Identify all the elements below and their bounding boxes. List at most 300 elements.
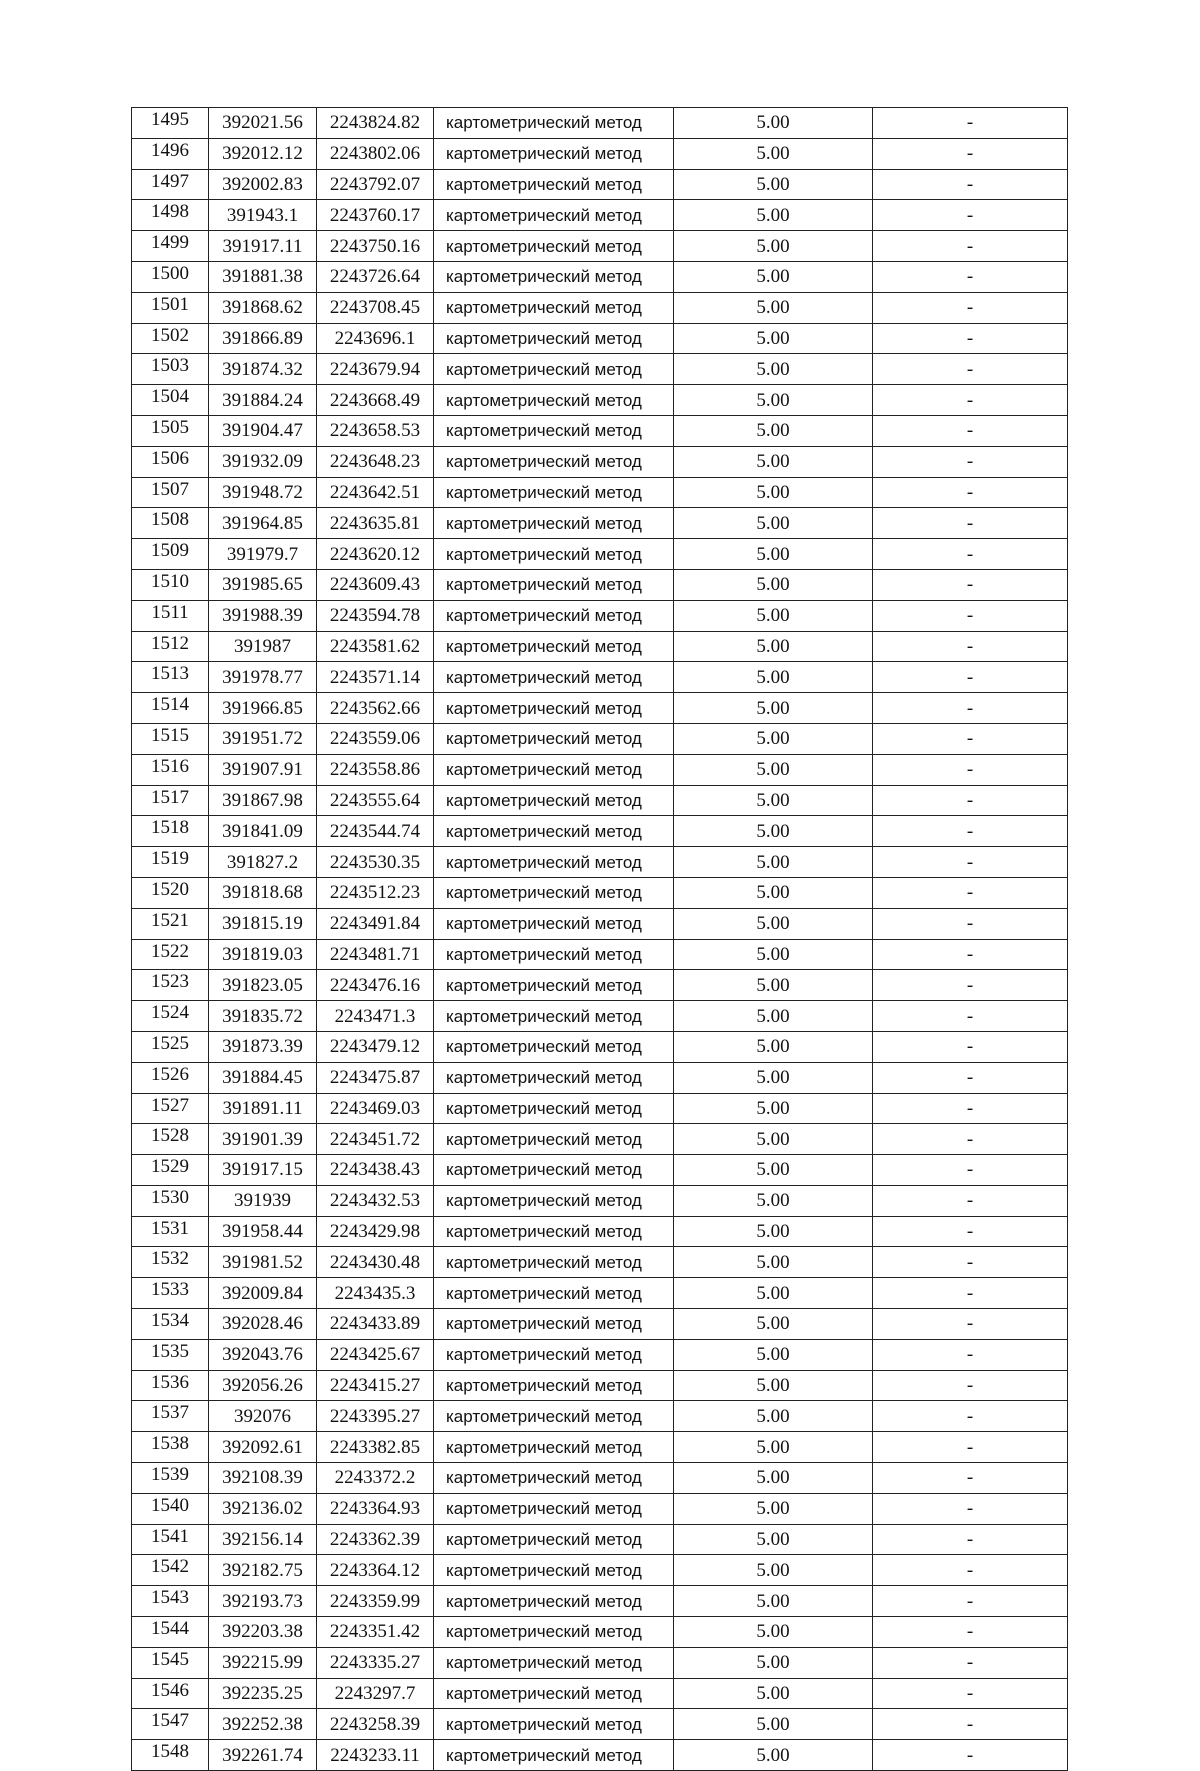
method-cell: картометрический метод bbox=[434, 631, 674, 662]
note-cell: - bbox=[873, 1185, 1068, 1216]
x-coordinate-cell: 391884.24 bbox=[209, 385, 317, 416]
table-row bbox=[132, 1309, 1068, 1340]
table-row bbox=[132, 108, 1068, 139]
coordinates-table-body bbox=[132, 108, 1068, 1771]
table-row bbox=[132, 477, 1068, 508]
note-cell: - bbox=[873, 1740, 1068, 1771]
method-cell: картометрический метод bbox=[434, 231, 674, 262]
accuracy-cell: 5.00 bbox=[674, 1432, 873, 1463]
y-coordinate-cell: 2243479.12 bbox=[317, 1031, 434, 1062]
method-cell: картометрический метод bbox=[434, 292, 674, 323]
y-coordinate-cell: 2243824.82 bbox=[317, 108, 434, 139]
accuracy-cell: 5.00 bbox=[674, 1062, 873, 1093]
note-cell: - bbox=[873, 1493, 1068, 1524]
method-cell: картометрический метод bbox=[434, 1278, 674, 1309]
point-number-cell: 1525 bbox=[132, 1031, 209, 1062]
note-cell: - bbox=[873, 970, 1068, 1001]
y-coordinate-cell: 2243351.42 bbox=[317, 1617, 434, 1648]
y-coordinate-cell: 2243658.53 bbox=[317, 415, 434, 446]
y-coordinate-cell: 2243430.48 bbox=[317, 1247, 434, 1278]
accuracy-cell: 5.00 bbox=[674, 1524, 873, 1555]
table-row bbox=[132, 1555, 1068, 1586]
y-coordinate-cell: 2243429.98 bbox=[317, 1216, 434, 1247]
y-coordinate-cell: 2243555.64 bbox=[317, 785, 434, 816]
accuracy-cell: 5.00 bbox=[674, 200, 873, 231]
note-cell: - bbox=[873, 1309, 1068, 1340]
note-cell: - bbox=[873, 323, 1068, 354]
point-number-cell: 1528 bbox=[132, 1124, 209, 1155]
y-coordinate-cell: 2243648.23 bbox=[317, 446, 434, 477]
table-row bbox=[132, 1370, 1068, 1401]
point-number-cell: 1531 bbox=[132, 1216, 209, 1247]
table-row bbox=[132, 261, 1068, 292]
method-cell: картометрический метод bbox=[434, 754, 674, 785]
x-coordinate-cell: 391988.39 bbox=[209, 600, 317, 631]
point-number-cell: 1520 bbox=[132, 877, 209, 908]
accuracy-cell: 5.00 bbox=[674, 723, 873, 754]
note-cell: - bbox=[873, 477, 1068, 508]
x-coordinate-cell: 391874.32 bbox=[209, 354, 317, 385]
table-row bbox=[132, 539, 1068, 570]
point-number-cell: 1497 bbox=[132, 169, 209, 200]
y-coordinate-cell: 2243544.74 bbox=[317, 816, 434, 847]
y-coordinate-cell: 2243362.39 bbox=[317, 1524, 434, 1555]
point-number-cell: 1527 bbox=[132, 1093, 209, 1124]
accuracy-cell: 5.00 bbox=[674, 970, 873, 1001]
accuracy-cell: 5.00 bbox=[674, 539, 873, 570]
point-number-cell: 1533 bbox=[132, 1278, 209, 1309]
note-cell: - bbox=[873, 600, 1068, 631]
table-row bbox=[132, 816, 1068, 847]
method-cell: картометрический метод bbox=[434, 261, 674, 292]
table-row bbox=[132, 1124, 1068, 1155]
x-coordinate-cell: 391818.68 bbox=[209, 877, 317, 908]
y-coordinate-cell: 2243642.51 bbox=[317, 477, 434, 508]
y-coordinate-cell: 2243433.89 bbox=[317, 1309, 434, 1340]
accuracy-cell: 5.00 bbox=[674, 1247, 873, 1278]
x-coordinate-cell: 391966.85 bbox=[209, 693, 317, 724]
y-coordinate-cell: 2243476.16 bbox=[317, 970, 434, 1001]
accuracy-cell: 5.00 bbox=[674, 1278, 873, 1309]
note-cell: - bbox=[873, 1155, 1068, 1186]
point-number-cell: 1516 bbox=[132, 754, 209, 785]
point-number-cell: 1507 bbox=[132, 477, 209, 508]
table-row bbox=[132, 508, 1068, 539]
method-cell: картометрический метод bbox=[434, 1185, 674, 1216]
x-coordinate-cell: 392012.12 bbox=[209, 138, 317, 169]
method-cell: картометрический метод bbox=[434, 1031, 674, 1062]
method-cell: картометрический метод bbox=[434, 1524, 674, 1555]
accuracy-cell: 5.00 bbox=[674, 385, 873, 416]
x-coordinate-cell: 391904.47 bbox=[209, 415, 317, 446]
x-coordinate-cell: 391948.72 bbox=[209, 477, 317, 508]
y-coordinate-cell: 2243297.7 bbox=[317, 1678, 434, 1709]
x-coordinate-cell: 391917.15 bbox=[209, 1155, 317, 1186]
point-number-cell: 1529 bbox=[132, 1155, 209, 1186]
point-number-cell: 1539 bbox=[132, 1463, 209, 1494]
y-coordinate-cell: 2243359.99 bbox=[317, 1586, 434, 1617]
point-number-cell: 1526 bbox=[132, 1062, 209, 1093]
note-cell: - bbox=[873, 939, 1068, 970]
table-row bbox=[132, 908, 1068, 939]
x-coordinate-cell: 391815.19 bbox=[209, 908, 317, 939]
x-coordinate-cell: 392056.26 bbox=[209, 1370, 317, 1401]
note-cell: - bbox=[873, 723, 1068, 754]
note-cell: - bbox=[873, 1432, 1068, 1463]
method-cell: картометрический метод bbox=[434, 1709, 674, 1740]
point-number-cell: 1495 bbox=[132, 108, 209, 139]
x-coordinate-cell: 391868.62 bbox=[209, 292, 317, 323]
note-cell: - bbox=[873, 1031, 1068, 1062]
point-number-cell: 1515 bbox=[132, 723, 209, 754]
x-coordinate-cell: 391978.77 bbox=[209, 662, 317, 693]
accuracy-cell: 5.00 bbox=[674, 1493, 873, 1524]
point-number-cell: 1512 bbox=[132, 631, 209, 662]
method-cell: картометрический метод bbox=[434, 662, 674, 693]
note-cell: - bbox=[873, 1216, 1068, 1247]
accuracy-cell: 5.00 bbox=[674, 1216, 873, 1247]
x-coordinate-cell: 392043.76 bbox=[209, 1339, 317, 1370]
method-cell: картометрический метод bbox=[434, 539, 674, 570]
accuracy-cell: 5.00 bbox=[674, 600, 873, 631]
y-coordinate-cell: 2243469.03 bbox=[317, 1093, 434, 1124]
method-cell: картометрический метод bbox=[434, 693, 674, 724]
point-number-cell: 1543 bbox=[132, 1586, 209, 1617]
accuracy-cell: 5.00 bbox=[674, 1155, 873, 1186]
x-coordinate-cell: 391827.2 bbox=[209, 847, 317, 878]
note-cell: - bbox=[873, 1062, 1068, 1093]
point-number-cell: 1524 bbox=[132, 1001, 209, 1032]
x-coordinate-cell: 391867.98 bbox=[209, 785, 317, 816]
y-coordinate-cell: 2243792.07 bbox=[317, 169, 434, 200]
table-row bbox=[132, 1709, 1068, 1740]
note-cell: - bbox=[873, 292, 1068, 323]
accuracy-cell: 5.00 bbox=[674, 1339, 873, 1370]
accuracy-cell: 5.00 bbox=[674, 847, 873, 878]
point-number-cell: 1513 bbox=[132, 662, 209, 693]
note-cell: - bbox=[873, 1001, 1068, 1032]
point-number-cell: 1506 bbox=[132, 446, 209, 477]
table-row bbox=[132, 385, 1068, 416]
accuracy-cell: 5.00 bbox=[674, 1463, 873, 1494]
point-number-cell: 1532 bbox=[132, 1247, 209, 1278]
point-number-cell: 1509 bbox=[132, 539, 209, 570]
method-cell: картометрический метод bbox=[434, 508, 674, 539]
accuracy-cell: 5.00 bbox=[674, 754, 873, 785]
point-number-cell: 1548 bbox=[132, 1740, 209, 1771]
y-coordinate-cell: 2243750.16 bbox=[317, 231, 434, 262]
point-number-cell: 1508 bbox=[132, 508, 209, 539]
note-cell: - bbox=[873, 415, 1068, 446]
x-coordinate-cell: 392261.74 bbox=[209, 1740, 317, 1771]
y-coordinate-cell: 2243258.39 bbox=[317, 1709, 434, 1740]
method-cell: картометрический метод bbox=[434, 1555, 674, 1586]
table-row bbox=[132, 1001, 1068, 1032]
table-row bbox=[132, 662, 1068, 693]
method-cell: картометрический метод bbox=[434, 446, 674, 477]
note-cell: - bbox=[873, 1339, 1068, 1370]
note-cell: - bbox=[873, 1278, 1068, 1309]
accuracy-cell: 5.00 bbox=[674, 1555, 873, 1586]
x-coordinate-cell: 391964.85 bbox=[209, 508, 317, 539]
y-coordinate-cell: 2243364.12 bbox=[317, 1555, 434, 1586]
accuracy-cell: 5.00 bbox=[674, 1617, 873, 1648]
note-cell: - bbox=[873, 662, 1068, 693]
y-coordinate-cell: 2243382.85 bbox=[317, 1432, 434, 1463]
method-cell: картометрический метод bbox=[434, 1432, 674, 1463]
note-cell: - bbox=[873, 1524, 1068, 1555]
table-row bbox=[132, 446, 1068, 477]
point-number-cell: 1530 bbox=[132, 1185, 209, 1216]
method-cell: картометрический метод bbox=[434, 569, 674, 600]
method-cell: картометрический метод bbox=[434, 1586, 674, 1617]
method-cell: картометрический метод bbox=[434, 108, 674, 139]
y-coordinate-cell: 2243708.45 bbox=[317, 292, 434, 323]
x-coordinate-cell: 391932.09 bbox=[209, 446, 317, 477]
table-row bbox=[132, 169, 1068, 200]
method-cell: картометрический метод bbox=[434, 1001, 674, 1032]
note-cell: - bbox=[873, 354, 1068, 385]
x-coordinate-cell: 392021.56 bbox=[209, 108, 317, 139]
y-coordinate-cell: 2243438.43 bbox=[317, 1155, 434, 1186]
note-cell: - bbox=[873, 1617, 1068, 1648]
method-cell: картометрический метод bbox=[434, 1463, 674, 1494]
table-row bbox=[132, 1678, 1068, 1709]
method-cell: картометрический метод bbox=[434, 323, 674, 354]
method-cell: картометрический метод bbox=[434, 1647, 674, 1678]
note-cell: - bbox=[873, 693, 1068, 724]
x-coordinate-cell: 391985.65 bbox=[209, 569, 317, 600]
method-cell: картометрический метод bbox=[434, 847, 674, 878]
accuracy-cell: 5.00 bbox=[674, 939, 873, 970]
point-number-cell: 1542 bbox=[132, 1555, 209, 1586]
note-cell: - bbox=[873, 1124, 1068, 1155]
accuracy-cell: 5.00 bbox=[674, 1709, 873, 1740]
y-coordinate-cell: 2243335.27 bbox=[317, 1647, 434, 1678]
x-coordinate-cell: 391823.05 bbox=[209, 970, 317, 1001]
method-cell: картометрический метод bbox=[434, 816, 674, 847]
accuracy-cell: 5.00 bbox=[674, 1309, 873, 1340]
method-cell: картометрический метод bbox=[434, 1740, 674, 1771]
table-row bbox=[132, 1647, 1068, 1678]
accuracy-cell: 5.00 bbox=[674, 1124, 873, 1155]
table-row bbox=[132, 1062, 1068, 1093]
x-coordinate-cell: 391981.52 bbox=[209, 1247, 317, 1278]
x-coordinate-cell: 392252.38 bbox=[209, 1709, 317, 1740]
method-cell: картометрический метод bbox=[434, 1370, 674, 1401]
table-row bbox=[132, 1185, 1068, 1216]
y-coordinate-cell: 2243415.27 bbox=[317, 1370, 434, 1401]
accuracy-cell: 5.00 bbox=[674, 877, 873, 908]
accuracy-cell: 5.00 bbox=[674, 108, 873, 139]
method-cell: картометрический метод bbox=[434, 169, 674, 200]
note-cell: - bbox=[873, 138, 1068, 169]
x-coordinate-cell: 391958.44 bbox=[209, 1216, 317, 1247]
note-cell: - bbox=[873, 1247, 1068, 1278]
point-number-cell: 1498 bbox=[132, 200, 209, 231]
accuracy-cell: 5.00 bbox=[674, 1001, 873, 1032]
y-coordinate-cell: 2243726.64 bbox=[317, 261, 434, 292]
accuracy-cell: 5.00 bbox=[674, 477, 873, 508]
coordinates-table bbox=[131, 107, 1068, 1771]
method-cell: картометрический метод bbox=[434, 1155, 674, 1186]
y-coordinate-cell: 2243558.86 bbox=[317, 754, 434, 785]
note-cell: - bbox=[873, 569, 1068, 600]
accuracy-cell: 5.00 bbox=[674, 662, 873, 693]
note-cell: - bbox=[873, 1647, 1068, 1678]
method-cell: картометрический метод bbox=[434, 1062, 674, 1093]
note-cell: - bbox=[873, 877, 1068, 908]
point-number-cell: 1519 bbox=[132, 847, 209, 878]
table-row bbox=[132, 1247, 1068, 1278]
method-cell: картометрический метод bbox=[434, 723, 674, 754]
point-number-cell: 1517 bbox=[132, 785, 209, 816]
point-number-cell: 1522 bbox=[132, 939, 209, 970]
method-cell: картометрический метод bbox=[434, 908, 674, 939]
accuracy-cell: 5.00 bbox=[674, 1401, 873, 1432]
note-cell: - bbox=[873, 1093, 1068, 1124]
x-coordinate-cell: 392028.46 bbox=[209, 1309, 317, 1340]
x-coordinate-cell: 392108.39 bbox=[209, 1463, 317, 1494]
table-row bbox=[132, 1524, 1068, 1555]
x-coordinate-cell: 391901.39 bbox=[209, 1124, 317, 1155]
accuracy-cell: 5.00 bbox=[674, 1185, 873, 1216]
accuracy-cell: 5.00 bbox=[674, 785, 873, 816]
note-cell: - bbox=[873, 1370, 1068, 1401]
method-cell: картометрический метод bbox=[434, 1124, 674, 1155]
y-coordinate-cell: 2243696.1 bbox=[317, 323, 434, 354]
table-row bbox=[132, 754, 1068, 785]
x-coordinate-cell: 392235.25 bbox=[209, 1678, 317, 1709]
point-number-cell: 1500 bbox=[132, 261, 209, 292]
accuracy-cell: 5.00 bbox=[674, 1740, 873, 1771]
accuracy-cell: 5.00 bbox=[674, 908, 873, 939]
point-number-cell: 1544 bbox=[132, 1617, 209, 1648]
y-coordinate-cell: 2243512.23 bbox=[317, 877, 434, 908]
accuracy-cell: 5.00 bbox=[674, 446, 873, 477]
table-row bbox=[132, 1155, 1068, 1186]
x-coordinate-cell: 391907.91 bbox=[209, 754, 317, 785]
x-coordinate-cell: 391881.38 bbox=[209, 261, 317, 292]
y-coordinate-cell: 2243481.71 bbox=[317, 939, 434, 970]
point-number-cell: 1540 bbox=[132, 1493, 209, 1524]
x-coordinate-cell: 392002.83 bbox=[209, 169, 317, 200]
table-row bbox=[132, 138, 1068, 169]
y-coordinate-cell: 2243559.06 bbox=[317, 723, 434, 754]
table-row bbox=[132, 292, 1068, 323]
x-coordinate-cell: 392009.84 bbox=[209, 1278, 317, 1309]
y-coordinate-cell: 2243635.81 bbox=[317, 508, 434, 539]
x-coordinate-cell: 391987 bbox=[209, 631, 317, 662]
table-row bbox=[132, 1339, 1068, 1370]
y-coordinate-cell: 2243432.53 bbox=[317, 1185, 434, 1216]
point-number-cell: 1505 bbox=[132, 415, 209, 446]
x-coordinate-cell: 392156.14 bbox=[209, 1524, 317, 1555]
y-coordinate-cell: 2243471.3 bbox=[317, 1001, 434, 1032]
accuracy-cell: 5.00 bbox=[674, 1586, 873, 1617]
x-coordinate-cell: 392136.02 bbox=[209, 1493, 317, 1524]
table-row bbox=[132, 354, 1068, 385]
y-coordinate-cell: 2243760.17 bbox=[317, 200, 434, 231]
point-number-cell: 1496 bbox=[132, 138, 209, 169]
note-cell: - bbox=[873, 539, 1068, 570]
x-coordinate-cell: 391873.39 bbox=[209, 1031, 317, 1062]
table-row bbox=[132, 1617, 1068, 1648]
x-coordinate-cell: 392215.99 bbox=[209, 1647, 317, 1678]
y-coordinate-cell: 2243451.72 bbox=[317, 1124, 434, 1155]
x-coordinate-cell: 391917.11 bbox=[209, 231, 317, 262]
method-cell: картометрический метод bbox=[434, 200, 674, 231]
table-row bbox=[132, 1586, 1068, 1617]
y-coordinate-cell: 2243562.66 bbox=[317, 693, 434, 724]
note-cell: - bbox=[873, 847, 1068, 878]
y-coordinate-cell: 2243620.12 bbox=[317, 539, 434, 570]
table-row bbox=[132, 1278, 1068, 1309]
y-coordinate-cell: 2243594.78 bbox=[317, 600, 434, 631]
method-cell: картометрический метод bbox=[434, 477, 674, 508]
y-coordinate-cell: 2243372.2 bbox=[317, 1463, 434, 1494]
accuracy-cell: 5.00 bbox=[674, 292, 873, 323]
accuracy-cell: 5.00 bbox=[674, 169, 873, 200]
point-number-cell: 1521 bbox=[132, 908, 209, 939]
x-coordinate-cell: 392092.61 bbox=[209, 1432, 317, 1463]
accuracy-cell: 5.00 bbox=[674, 1370, 873, 1401]
note-cell: - bbox=[873, 1463, 1068, 1494]
table-row bbox=[132, 1216, 1068, 1247]
x-coordinate-cell: 391835.72 bbox=[209, 1001, 317, 1032]
method-cell: картометрический метод bbox=[434, 877, 674, 908]
y-coordinate-cell: 2243679.94 bbox=[317, 354, 434, 385]
y-coordinate-cell: 2243491.84 bbox=[317, 908, 434, 939]
method-cell: картометрический метод bbox=[434, 1216, 674, 1247]
note-cell: - bbox=[873, 908, 1068, 939]
method-cell: картометрический метод bbox=[434, 415, 674, 446]
accuracy-cell: 5.00 bbox=[674, 261, 873, 292]
accuracy-cell: 5.00 bbox=[674, 631, 873, 662]
table-row bbox=[132, 1432, 1068, 1463]
note-cell: - bbox=[873, 231, 1068, 262]
note-cell: - bbox=[873, 169, 1068, 200]
accuracy-cell: 5.00 bbox=[674, 508, 873, 539]
point-number-cell: 1537 bbox=[132, 1401, 209, 1432]
accuracy-cell: 5.00 bbox=[674, 323, 873, 354]
point-number-cell: 1514 bbox=[132, 693, 209, 724]
method-cell: картометрический метод bbox=[434, 1247, 674, 1278]
point-number-cell: 1510 bbox=[132, 569, 209, 600]
point-number-cell: 1501 bbox=[132, 292, 209, 323]
method-cell: картометрический метод bbox=[434, 1678, 674, 1709]
note-cell: - bbox=[873, 1401, 1068, 1432]
table-row bbox=[132, 877, 1068, 908]
x-coordinate-cell: 391979.7 bbox=[209, 539, 317, 570]
point-number-cell: 1499 bbox=[132, 231, 209, 262]
point-number-cell: 1502 bbox=[132, 323, 209, 354]
note-cell: - bbox=[873, 816, 1068, 847]
y-coordinate-cell: 2243609.43 bbox=[317, 569, 434, 600]
x-coordinate-cell: 392203.38 bbox=[209, 1617, 317, 1648]
point-number-cell: 1534 bbox=[132, 1309, 209, 1340]
note-cell: - bbox=[873, 754, 1068, 785]
note-cell: - bbox=[873, 785, 1068, 816]
x-coordinate-cell: 391943.1 bbox=[209, 200, 317, 231]
x-coordinate-cell: 391866.89 bbox=[209, 323, 317, 354]
note-cell: - bbox=[873, 200, 1068, 231]
note-cell: - bbox=[873, 508, 1068, 539]
y-coordinate-cell: 2243475.87 bbox=[317, 1062, 434, 1093]
x-coordinate-cell: 391891.11 bbox=[209, 1093, 317, 1124]
y-coordinate-cell: 2243530.35 bbox=[317, 847, 434, 878]
table-row bbox=[132, 1031, 1068, 1062]
